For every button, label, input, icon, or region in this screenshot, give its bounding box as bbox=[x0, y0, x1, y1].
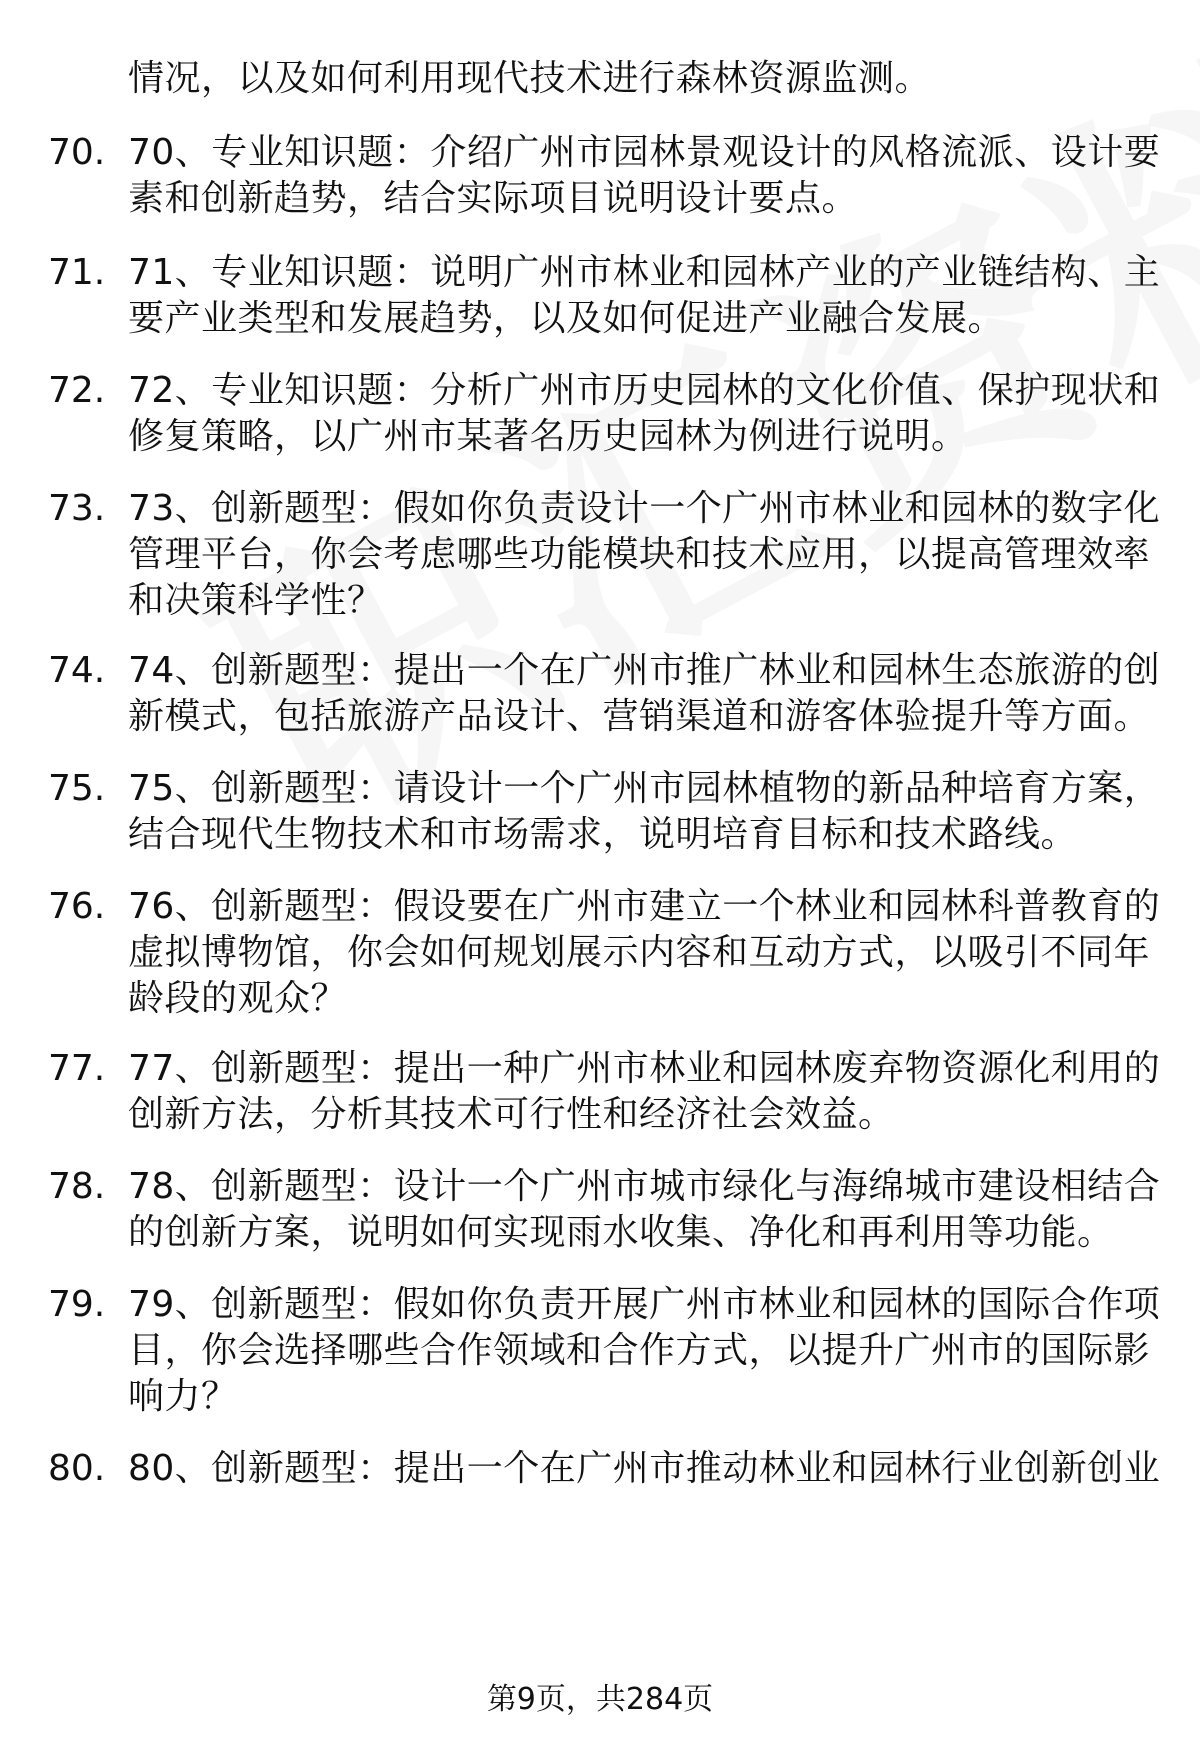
list-item-line: 73、创新题型：假如你负责设计一个广州市林业和园林的数字化 bbox=[128, 488, 1161, 529]
list-item-line: 78、创新题型：设计一个广州市城市绿化与海绵城市建设相结合 bbox=[128, 1166, 1161, 1207]
list-item-line: 结合现代生物技术和市场需求，说明培育目标和技术路线。 bbox=[128, 814, 1078, 855]
list-number: 77. bbox=[48, 1048, 106, 1089]
list-number: 71. bbox=[48, 252, 106, 293]
list-number: 78. bbox=[48, 1166, 106, 1207]
list-number: 74. bbox=[48, 650, 106, 691]
list-item-line: 的创新方案，说明如何实现雨水收集、净化和再利用等功能。 bbox=[128, 1212, 1114, 1253]
list-item-line: 72、专业知识题：分析广州市历史园林的文化价值、保护现状和 bbox=[128, 370, 1161, 411]
list-number: 75. bbox=[48, 768, 106, 809]
list-item-line: 修复策略，以广州市某著名历史园林为例进行说明。 bbox=[128, 416, 968, 457]
list-item-line: 71、专业知识题：说明广州市林业和园林产业的产业链结构、主 bbox=[128, 252, 1161, 293]
list-number: 76. bbox=[48, 886, 106, 927]
list-number: 70. bbox=[48, 132, 106, 173]
list-number: 72. bbox=[48, 370, 106, 411]
list-number: 73. bbox=[48, 488, 106, 529]
list-item-line: 75、创新题型：请设计一个广州市园林植物的新品种培育方案， bbox=[128, 768, 1161, 809]
list-item-line: 80、创新题型：提出一个在广州市推动林业和园林行业创新创业 bbox=[128, 1448, 1161, 1489]
list-item-line: 龄段的观众？ bbox=[128, 978, 348, 1019]
list-number: 79. bbox=[48, 1284, 106, 1325]
list-item-line: 新模式，包括旅游产品设计、营销渠道和游客体验提升等方面。 bbox=[128, 696, 1151, 737]
list-item-line: 要产业类型和发展趋势，以及如何促进产业融合发展。 bbox=[128, 298, 1005, 339]
list-item-line: 创新方法，分析其技术可行性和经济社会效益。 bbox=[128, 1094, 895, 1135]
continuation-line: 情况，以及如何利用现代技术进行森林资源监测。 bbox=[128, 58, 932, 99]
list-item-line: 79、创新题型：假如你负责开展广州市林业和园林的国际合作项 bbox=[128, 1284, 1161, 1325]
list-item-line: 和决策科学性？ bbox=[128, 580, 384, 621]
list-item-line: 74、创新题型：提出一个在广州市推广林业和园林生态旅游的创 bbox=[128, 650, 1161, 691]
list-item-line: 76、创新题型：假设要在广州市建立一个林业和园林科普教育的 bbox=[128, 886, 1161, 927]
list-item-line: 虚拟博物馆，你会如何规划展示内容和互动方式，以吸引不同年 bbox=[128, 932, 1151, 973]
list-item-line: 素和创新趋势，结合实际项目说明设计要点。 bbox=[128, 178, 859, 219]
list-item-line: 管理平台，你会考虑哪些功能模块和技术应用，以提高管理效率 bbox=[128, 534, 1151, 575]
page-footer: 第9页，共284页 bbox=[486, 1682, 714, 1717]
list-item-line: 77、创新题型：提出一种广州市林业和园林废弃物资源化利用的 bbox=[128, 1048, 1161, 1089]
list-item-line: 70、专业知识题：介绍广州市园林景观设计的风格流派、设计要 bbox=[128, 132, 1161, 173]
list-item-line: 目，你会选择哪些合作领域和合作方式，以提升广州市的国际影 bbox=[128, 1330, 1151, 1371]
list-number: 80. bbox=[48, 1448, 106, 1489]
list-item-line: 响力？ bbox=[128, 1376, 238, 1417]
